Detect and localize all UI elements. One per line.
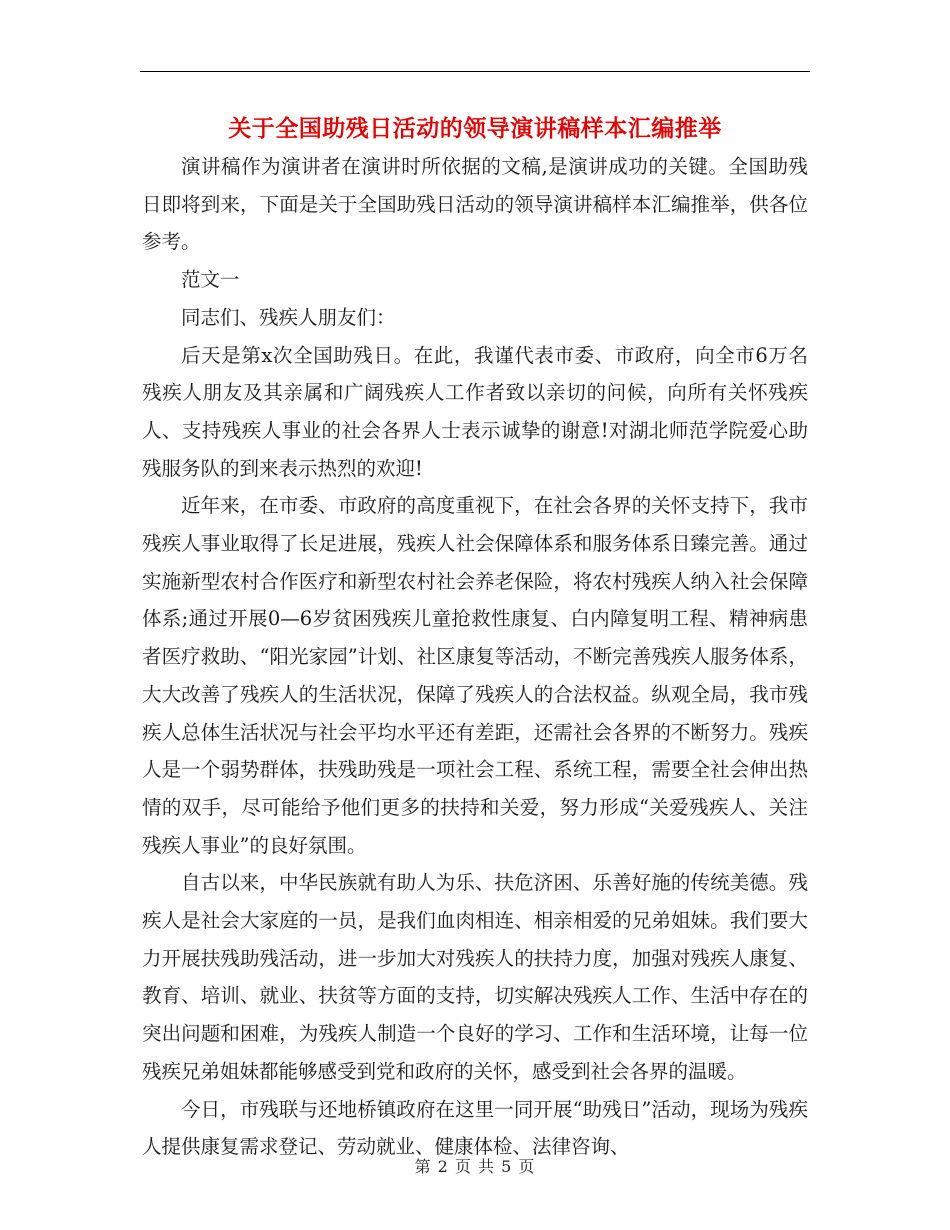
page-footer: 第 2 页 共 5 页 [414, 1157, 536, 1176]
document-title: 关于全国助残日活动的领导演讲稿样本汇编推举 [228, 116, 722, 142]
paragraph-salutation: 同志们、残疾人朋友们： [181, 305, 396, 329]
paragraph-greeting: 后天是第x次全国助残日。在此，我谨代表市委、市政府，向全市6万名残疾人朋友及其亲属和广阔残疾人工作者致以亲切的问候，向所有关怀残疾人、支持残疾人事业的社会各界人士表示诚挚的谢意!对湖北师范学院爱心助残服务队的到来表示热烈的欢迎! [142, 343, 808, 480]
paragraph-today: 今日，市残联与还地桥镇政府在这里一同开展“助残日”活动，现场为残疾人提供康复需求登记、劳动就业、健康体检、法律咨询、 [142, 1097, 808, 1159]
paragraph-intro: 演讲稿作为演讲者在演讲时所依据的文稿,是演讲成功的关键。全国助残日即将到来，下面是关于全国助残日活动的领导演讲稿样本汇编推举，供各位参考。 [142, 155, 808, 254]
paragraph-sample-heading: 范文一 [181, 268, 240, 292]
header-rule [140, 71, 810, 72]
document-body [142, 148, 808, 1166]
paragraph-achievements: 近年来，在市委、市政府的高度重视下，在社会各界的关怀支持下，我市残疾人事业取得了长足进展，残疾人社会保障体系和服务体系日臻完善。通过实施新型农村合作医疗和新型农村社会养老保险，将农村残疾人纳入社会保障体系;通过开展0—6岁贫困残疾儿童抢救性康复、白内障复明工程、精神病患者医疗救助、“阳光家园”计划、社区康复等活动，不断完善残疾人服务体系，大大改善了残疾人的生活状况，保障了残疾人的合法权益。纵观全局，我市残疾人总体生活状况与社会平均水平还有差距，还需社会各界的不断努力。残疾人是一个弱势群体，扶残助残是一项社会工程、系统工程，需要全社会伸出热情的双手，尽可能给予他们更多的扶持和关爱，努力形成“关爱残疾人、关注残疾人事业”的良好氛围。 [142, 494, 808, 857]
paragraph-tradition: 自古以来，中华民族就有助人为乐、扶危济困、乐善好施的传统美德。残疾人是社会大家庭的一员，是我们血肉相连、相亲相爱的兄弟姐妹。我们要大力开展扶残助残活动，进一步加大对残疾人的扶持力度，加强对残疾人康复、教育、培训、就业、扶贫等方面的支持，切实解决残疾人工作、生活中存在的突出问题和困难，为残疾人制造一个良好的学习、工作和生活环境，让每一位残疾兄弟姐妹都能够感受到党和政府的关怀，感受到社会各界的温暖。 [142, 871, 808, 1083]
